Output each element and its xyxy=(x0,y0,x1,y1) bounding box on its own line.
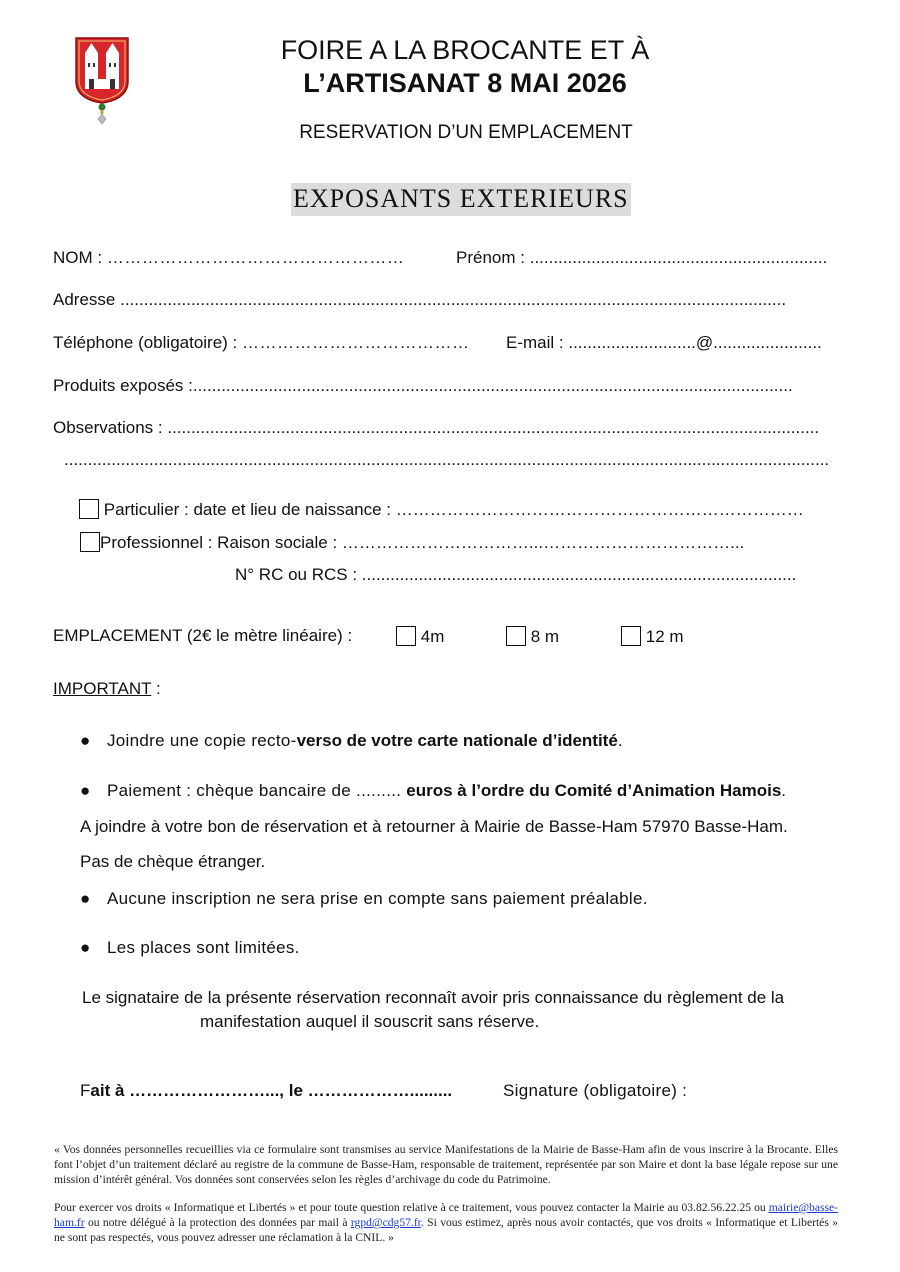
section-title: EXPOSANTS EXTERIEURS xyxy=(291,183,631,216)
emplacement-option-4m[interactable] xyxy=(396,626,444,647)
raison-sociale-field[interactable]: ……………………………...……………………………... xyxy=(341,533,745,552)
footer-privacy-notice: « Vos données personnelles recueillies via ce formulaire sont transmises au service Manifestations de la Mairie de Basse-Ham afin de vous inscrire à la Brocante. Elles font l’objet d’un traitement déclaré au registre de la commune de Basse-Ham, responsable de traitement, représentée par son Maire et dont la base légale repose sur une mission d’intérêt général. Vos données sont conservées selon les règles d’archivage du code du Patrimoine. xyxy=(54,1143,838,1186)
adresse-label: Adresse xyxy=(53,290,116,309)
adresse-field[interactable]: ............................................................................................................................................. xyxy=(120,290,787,309)
footer-text: . Si vous estimez, après nous avoir contactés, que vos droits « Informatique et Libertés » ne sont pas respectés, vous pouvez adresser une réclamation à la CNIL. » xyxy=(54,1216,838,1244)
foreign-cheque-note: Pas de chèque étranger. xyxy=(80,852,266,871)
footer-text: Pour exercer vos droits « Informatique et Libertés » et pour toute question relative à ce traitement, vous pouvez contacter la Mairie au 03.82.56.22.25 ou xyxy=(54,1201,769,1214)
bullet-icon: ● xyxy=(80,889,91,908)
produits-label: Produits exposés : xyxy=(53,376,193,395)
produits-row xyxy=(53,376,793,396)
bullet-text-end: . xyxy=(781,781,787,800)
signatory-line2: manifestation auquel il souscrit sans réserve. xyxy=(200,1012,540,1031)
nom-row xyxy=(53,248,404,268)
emplacement-option-label: 12 m xyxy=(645,627,684,646)
mairie-email-link[interactable]: mairie@basse-ham.fr xyxy=(54,1201,838,1229)
bullet-icon: ● xyxy=(80,938,91,957)
prenom-field[interactable]: ............................................................... xyxy=(529,248,828,267)
fait-a-field[interactable]: ait à ……………………..., le ………………......... xyxy=(90,1081,453,1100)
nom-label: NOM : xyxy=(53,248,103,267)
produits-field[interactable]: ............................................................................................................................... xyxy=(192,376,793,395)
join-instructions: A joindre à votre bon de réservation et à retourner à Mairie de Basse-Ham 57970 Basse-Ham. xyxy=(80,817,788,836)
email-field[interactable]: ...........................@....................... xyxy=(568,333,822,352)
subtitle: RESERVATION D’UN EMPLACEMENT xyxy=(299,122,633,143)
telephone-label: Téléphone (obligatoire) : xyxy=(53,333,238,352)
important-title: IMPORTANT xyxy=(53,679,152,698)
observations-label: Observations : xyxy=(53,418,163,437)
emplacement-checkbox[interactable] xyxy=(621,626,641,646)
signatory-line1: Le signataire de la présente réservation reconnaît avoir pris connaissance du règlement de la xyxy=(82,988,785,1007)
footer-text: ou notre délégué à la protection des données par mail à xyxy=(84,1216,351,1229)
bullet-text-bold: verso de votre carte nationale d’identité xyxy=(296,731,618,750)
emplacement-checkbox[interactable] xyxy=(396,626,416,646)
bullet-text: Paiement : chèque bancaire de ......... xyxy=(107,781,407,800)
bullet-paiement-prealable xyxy=(80,889,648,909)
observations-field-line2[interactable]: .................................................................................................................................................................. xyxy=(64,450,830,469)
bullet-text: Aucune inscription ne sera prise en compte sans paiement préalable. xyxy=(107,889,648,908)
emplacement-option-label: 8 m xyxy=(530,627,560,646)
telephone-field[interactable]: ………………………………… xyxy=(242,333,470,352)
important-colon: : xyxy=(155,679,161,698)
emplacement-option-8m[interactable] xyxy=(506,626,559,647)
dpo-email-link[interactable]: rgpd@cdg57.fr xyxy=(350,1216,421,1229)
emplacement-checkbox[interactable] xyxy=(506,626,526,646)
email-row xyxy=(506,333,822,353)
email-label: E-mail : xyxy=(506,333,564,352)
rc-field[interactable]: ............................................................................................ xyxy=(361,565,797,584)
footer-rights-notice xyxy=(54,1200,838,1245)
bullet-carte-identite xyxy=(80,731,623,751)
emplacement-label: EMPLACEMENT (2€ le mètre linéaire) : xyxy=(53,626,353,645)
fait-a-row[interactable] xyxy=(80,1081,452,1101)
rc-row xyxy=(235,565,796,585)
particulier-row xyxy=(79,499,804,520)
observations-row xyxy=(53,418,819,438)
fait-a-first-letter: F xyxy=(80,1081,91,1100)
professionnel-label: Professionnel : Raison sociale : xyxy=(100,533,338,552)
title-line2: L’ARTISANAT 8 MAI 2026 xyxy=(303,68,627,98)
bullet-text: Joindre une copie recto- xyxy=(107,731,297,750)
important-heading xyxy=(53,679,161,699)
signature-label: Signature (obligatoire) : xyxy=(503,1081,688,1100)
particulier-field[interactable]: ……………………………………………………………… xyxy=(395,500,804,519)
bullet-paiement xyxy=(80,781,786,801)
bullet-places-limitees xyxy=(80,938,300,958)
telephone-row xyxy=(53,333,470,353)
adresse-row xyxy=(53,290,786,310)
bullet-icon: ● xyxy=(80,731,91,750)
nom-field[interactable]: …………………………………………… xyxy=(106,248,405,267)
bullet-text-bold: euros à l’ordre du Comité d’Animation Hamois xyxy=(406,781,782,800)
particulier-label: Particulier : date et lieu de naissance : xyxy=(103,500,392,519)
prenom-row xyxy=(456,248,827,268)
rc-label: N° RC ou RCS : xyxy=(235,565,358,584)
emplacement-option-label: 4m xyxy=(420,627,445,646)
emplacement-option-12m[interactable] xyxy=(621,626,684,647)
professionnel-row xyxy=(80,532,744,553)
prenom-label: Prénom : xyxy=(456,248,525,267)
bullet-text-end: . xyxy=(617,731,623,750)
title-line1: FOIRE A LA BROCANTE ET À xyxy=(280,35,650,65)
professionnel-checkbox[interactable] xyxy=(80,532,100,552)
particulier-checkbox[interactable] xyxy=(79,499,99,519)
bullet-text: Les places sont limitées. xyxy=(107,938,300,957)
observations-field[interactable]: .......................................................................................................................................... xyxy=(167,418,820,437)
bullet-icon: ● xyxy=(80,781,91,800)
